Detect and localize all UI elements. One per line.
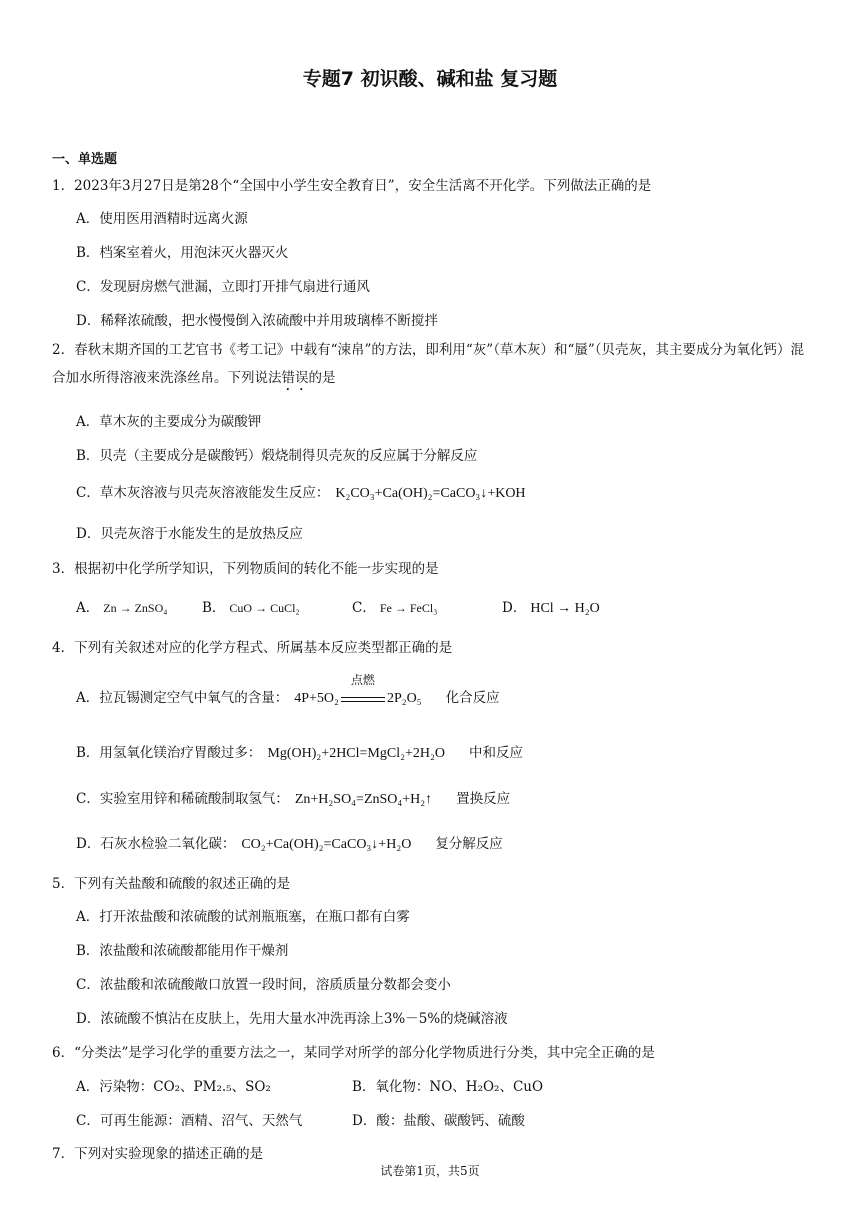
q1-option-c: C．发现厨房燃气泄漏，立即打开排气扇进行通风 [76, 279, 370, 295]
q2-option-a: A．草木灰的主要成分为碳酸钾 [76, 414, 262, 430]
q1-option-d: D．稀释浓硫酸，把水慢慢倒入浓硫酸中并用玻璃棒不断搅拌 [76, 313, 438, 329]
question-3-stem: 3．根据初中化学所学知识，下列物质间的转化不能一步实现的是 [52, 561, 439, 577]
q4-option-d-type: 复分解反应 [435, 836, 503, 852]
q3-option-d [502, 596, 600, 617]
q3-option-d-equation: HCl → H₂O [530, 601, 600, 616]
q4-option-a-condition: 点燃 [350, 673, 375, 687]
q4-option-b [76, 741, 523, 762]
q4-option-a-text: A．拉瓦锡测定空气中氧气的含量： [76, 690, 289, 706]
q4-option-c-text: C．实验室用锌和稀硫酸制取氢气： [76, 791, 289, 807]
q4-option-a-equation-right: 2P₂O₅ [386, 691, 422, 706]
q1-option-b: B．档案室着火，用泡沫灭火器灭火 [76, 245, 289, 261]
q2-option-b: B．贝壳（主要成分是碳酸钙）煅烧制得贝壳灰的反应属于分解反应 [76, 448, 478, 464]
q3-option-c-equation: Fe → FeCl₃ [379, 601, 438, 615]
q2-stem-part2: 的是 [308, 370, 336, 386]
q4-option-b-equation: Mg(OH)₂+2HCl=MgCl₂+2H₂O [267, 746, 445, 761]
q4-option-d [76, 832, 503, 853]
q2-option-d: D．贝壳灰溶于水能发生的是放热反应 [76, 526, 303, 542]
section-heading: 一、单选题 [52, 152, 118, 167]
q3-option-c [352, 596, 437, 616]
q3-option-a-equation: Zn → ZnSO₄ [103, 601, 168, 615]
q4-option-d-equation: CO₂+Ca(OH)₂=CaCO₃↓+H₂O [241, 837, 412, 852]
q2-option-c-text: C．草木灰溶液与贝壳灰溶液能发生反应： [76, 485, 330, 501]
q2-option-c [76, 481, 526, 502]
q2-stem-emphasis: 错误 [281, 370, 309, 386]
q2-stem-part1: 2．春秋末期齐国的工艺官书《考工记》中载有“涑帛”的方法，即利用“灰”（草木灰）和“蜃”（贝壳灰，其主要成分为氧化钙）混合加水所得溶液来洗涤丝帛。下列说法 [52, 342, 804, 386]
q4-option-c [76, 787, 510, 808]
q4-option-c-type: 置换反应 [456, 791, 511, 807]
question-4-stem: 4．下列有关叙述对应的化学方程式、所属基本反应类型都正确的是 [52, 640, 453, 656]
question-6-stem: 6．“分类法”是学习化学的重要方法之一，某同学对所学的部分化学物质进行分类，其中完全正确的是 [52, 1045, 655, 1061]
q6-option-b: B．氧化物：NO、H₂O₂、CuO [352, 1079, 544, 1095]
question-7-stem: 7．下列对实验现象的描述正确的是 [52, 1146, 264, 1162]
page-footer: 试卷第1页，共5页 [380, 1164, 480, 1178]
q4-option-a [76, 673, 500, 707]
q4-option-d-text: D．石灰水检验二氧化碳： [76, 836, 236, 852]
q6-option-a: A．污染物：CO₂、PM₂.₅、SO₂ [76, 1079, 271, 1095]
q4-option-c-equation: Zn+H₂SO₄=ZnSO₄+H₂↑ [294, 792, 433, 807]
q4-option-b-text: B．用氢氧化镁治疗胃酸过多： [76, 745, 262, 761]
q5-option-d: D．浓硫酸不慎沾在皮肤上，先用大量水冲洗再涂上3%－5%的烧碱溶液 [76, 1011, 508, 1027]
q4-option-a-equation-left: 4P+5O₂ [294, 691, 339, 706]
q2-option-c-equation: K₂CO₃+Ca(OH)₂=CaCO₃↓+KOH [335, 486, 526, 501]
q5-option-b: B．浓盐酸和浓硫酸都能用作干燥剂 [76, 943, 289, 959]
q4-option-b-type: 中和反应 [468, 745, 523, 761]
q6-option-c: C．可再生能源：酒精、沼气、天然气 [76, 1113, 303, 1129]
q1-option-a: A．使用医用酒精时远离火源 [76, 211, 248, 227]
question-2-stem [52, 336, 812, 394]
question-5-stem: 5．下列有关盐酸和硫酸的叙述正确的是 [52, 876, 291, 892]
q3-option-a-label: A． [76, 600, 100, 616]
q3-option-b-label: B． [202, 600, 226, 616]
q3-option-b-equation: CuO → CuCl₂ [229, 601, 300, 615]
q6-option-d: D．酸：盐酸、碳酸钙、硫酸 [352, 1113, 525, 1129]
q4-option-a-type: 化合反应 [445, 690, 500, 706]
q3-option-c-label: C． [352, 600, 376, 616]
reaction-condition-arrow [341, 673, 385, 702]
q3-option-a [76, 596, 167, 616]
q5-option-c: C．浓盐酸和浓硫酸敞口放置一段时间，溶质质量分数都会变小 [76, 977, 451, 993]
question-1-stem: 1．2023年3月27日是第28个“全国中小学生安全教育日”，安全生活离不开化学。下列做法正确的是 [52, 178, 652, 194]
q3-option-d-label: D． [502, 600, 527, 616]
q5-option-a: A．打开浓盐酸和浓硫酸的试剂瓶瓶塞，在瓶口都有白雾 [76, 909, 410, 925]
page-title: 专题7 初识酸、碱和盐 复习题 [302, 68, 558, 90]
q3-option-b [202, 596, 300, 616]
